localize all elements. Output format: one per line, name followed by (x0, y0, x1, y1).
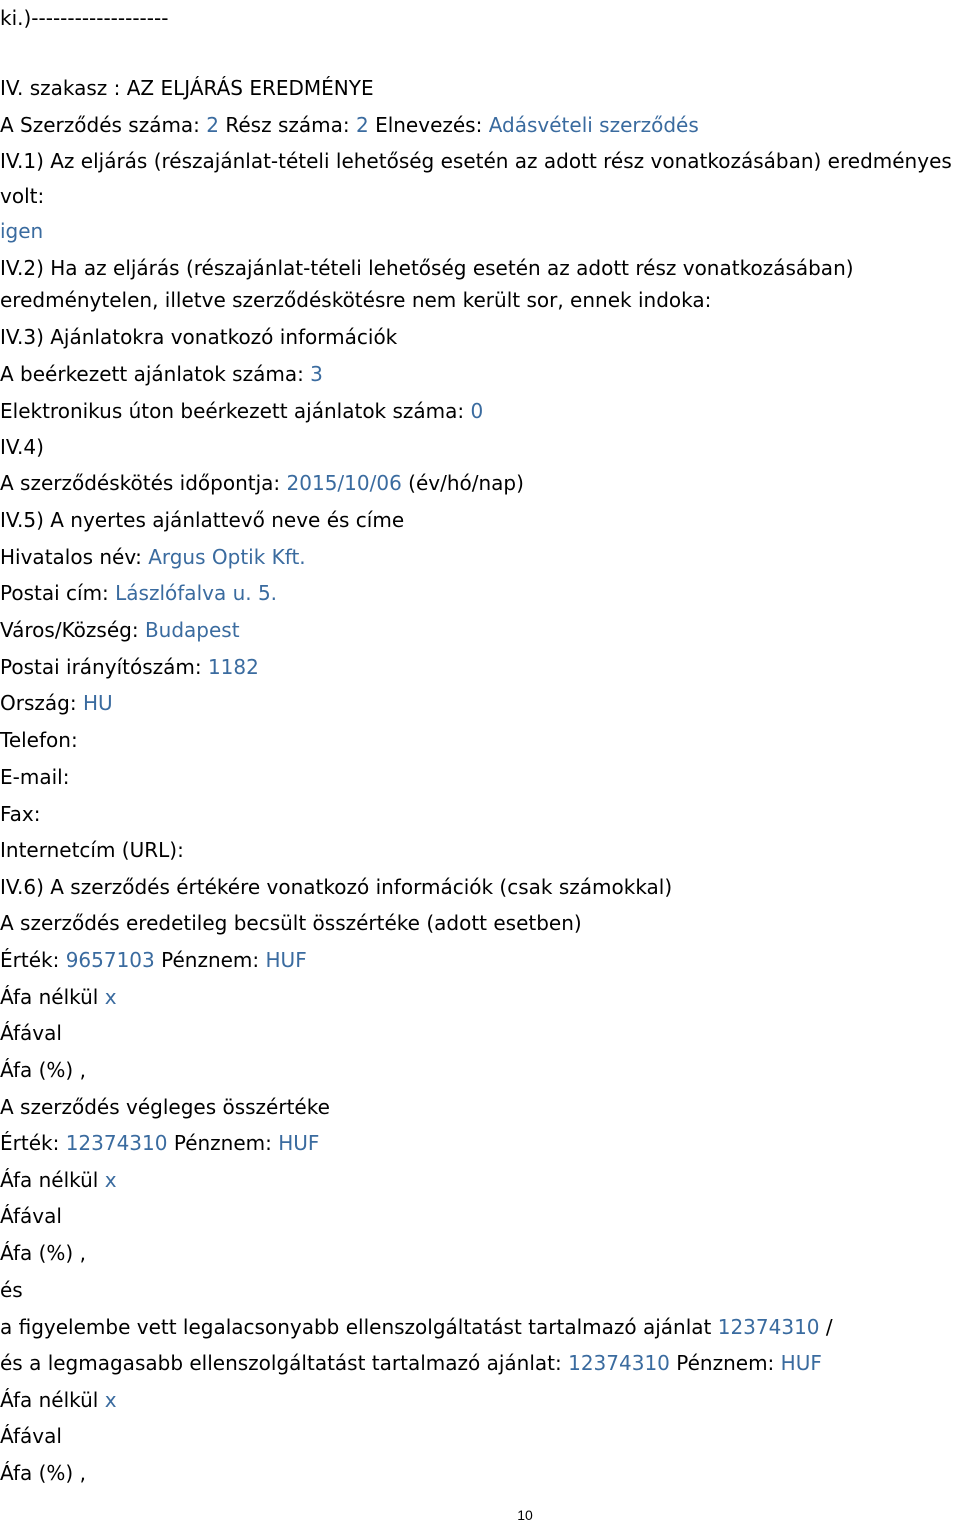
iv3-heading: IV.3) Ajánlatokra vonatkozó információk (0, 325, 398, 349)
net-mark: x (104, 1168, 117, 1192)
highest-offer-line (0, 1351, 822, 1375)
part-number: 2 (355, 113, 369, 137)
received-label: A beérkezett ajánlatok száma: (0, 362, 304, 386)
value-label: Érték: (0, 948, 60, 972)
part-label: Rész száma: (225, 113, 350, 137)
date-label: A szerződéskötés időpontja: (0, 471, 281, 495)
country-line (0, 691, 113, 715)
email-label: E-mail: (0, 765, 70, 789)
official-name-line (0, 545, 306, 569)
section-heading: IV. szakasz : AZ ELJÁRÁS EREDMÉNYE (0, 76, 374, 100)
postal-address-line (0, 581, 277, 605)
contract-number: 2 (206, 113, 220, 137)
iv1-line1: IV.1) Az eljárás (részajánlat-tételi lehetőség esetén az adott rész vonatkozásában) eredményes (0, 149, 952, 173)
estimated-net-line (0, 985, 117, 1009)
received-count: 3 (310, 362, 323, 386)
country: HU (82, 691, 113, 715)
currency-label: Pénznem: (161, 948, 260, 972)
city: Budapest (144, 618, 240, 642)
estimated-gross-label: Áfával (0, 1021, 62, 1045)
highest-offer-label: és a legmagasabb ellenszolgáltatást tartalmazó ajánlat: (0, 1351, 562, 1375)
iv5-heading: IV.5) A nyertes ajánlattevő neve és címe (0, 508, 405, 532)
currency-label: Pénznem: (173, 1131, 272, 1155)
currency: HUF (265, 948, 307, 972)
estimated-heading: A szerződés eredetileg becsült összértéke (adott esetben) (0, 911, 582, 935)
contract-date: 2015/10/06 (286, 471, 402, 495)
iv4-heading: IV.4) (0, 435, 44, 459)
iv2-line2: eredménytelen, illetve szerződéskötésre nem került sor, ennek indoka: (0, 288, 712, 312)
offer-vat-label: Áfa (%) , (0, 1461, 86, 1485)
name-label: Elnevezés: (375, 113, 483, 137)
iv1-line2: volt: (0, 184, 45, 208)
zip-code: 1182 (207, 655, 259, 679)
contract-date-line (0, 471, 524, 495)
estimated-vat-label: Áfa (%) , (0, 1058, 86, 1082)
currency-label: Pénznem: (676, 1351, 775, 1375)
offer-gross-label: Áfával (0, 1424, 62, 1448)
net-mark: x (104, 1388, 117, 1412)
header-rule: ki.)------------------- (0, 6, 169, 30)
url-label: Internetcím (URL): (0, 838, 184, 862)
city-label: Város/Község: (0, 618, 139, 642)
slash: / (825, 1315, 833, 1339)
date-format: (év/hó/nap) (408, 471, 524, 495)
zip-line (0, 655, 259, 679)
contract-line (0, 113, 699, 137)
final-net-line (0, 1168, 117, 1192)
city-line (0, 618, 240, 642)
final-heading: A szerződés végleges összértéke (0, 1095, 330, 1119)
iv6-heading: IV.6) A szerződés értékére vonatkozó információk (csak számokkal) (0, 875, 673, 899)
highest-offer-value: 12374310 (568, 1351, 670, 1375)
estimated-value-line (0, 948, 307, 972)
currency: HUF (278, 1131, 320, 1155)
net-label: Áfa nélkül (0, 1388, 99, 1412)
lowest-offer-line (0, 1315, 833, 1339)
and-label: és (0, 1278, 23, 1302)
phone-label: Telefon: (0, 728, 78, 752)
net-label: Áfa nélkül (0, 1168, 99, 1192)
iv1-answer: igen (0, 219, 44, 243)
contract-number-label: A Szerződés száma: (0, 113, 200, 137)
value-label: Érték: (0, 1131, 60, 1155)
electronic-label: Elektronikus úton beérkezett ajánlatok száma: (0, 399, 465, 423)
net-mark: x (104, 985, 117, 1009)
final-value: 12374310 (65, 1131, 168, 1155)
contract-name: Adásvételi szerződés (488, 113, 699, 137)
final-vat-label: Áfa (%) , (0, 1241, 86, 1265)
final-value-line (0, 1131, 319, 1155)
official-name: Argus Optik Kft. (148, 545, 306, 569)
zip-label: Postai irányítószám: (0, 655, 202, 679)
currency: HUF (780, 1351, 822, 1375)
official-name-label: Hivatalos név: (0, 545, 142, 569)
fax-label: Fax: (0, 802, 41, 826)
country-label: Ország: (0, 691, 77, 715)
final-gross-label: Áfával (0, 1204, 62, 1228)
iv2-line1: IV.2) Ha az eljárás (részajánlat-tételi lehetőség esetén az adott rész vonatkozásában) (0, 256, 854, 280)
electronic-count: 0 (470, 399, 484, 423)
lowest-offer-value: 12374310 (717, 1315, 820, 1339)
net-label: Áfa nélkül (0, 985, 99, 1009)
offer-net-line (0, 1388, 117, 1412)
postal-address: Lászlófalva u. 5. (115, 581, 278, 605)
lowest-offer-label: a figyelembe vett legalacsonyabb ellenszolgáltatást tartalmazó ajánlat (0, 1315, 712, 1339)
received-offers-line (0, 362, 323, 386)
postal-address-label: Postai cím: (0, 581, 109, 605)
page-number: 10 (517, 1507, 533, 1523)
electronic-offers-line (0, 399, 483, 423)
estimated-value: 9657103 (65, 948, 155, 972)
